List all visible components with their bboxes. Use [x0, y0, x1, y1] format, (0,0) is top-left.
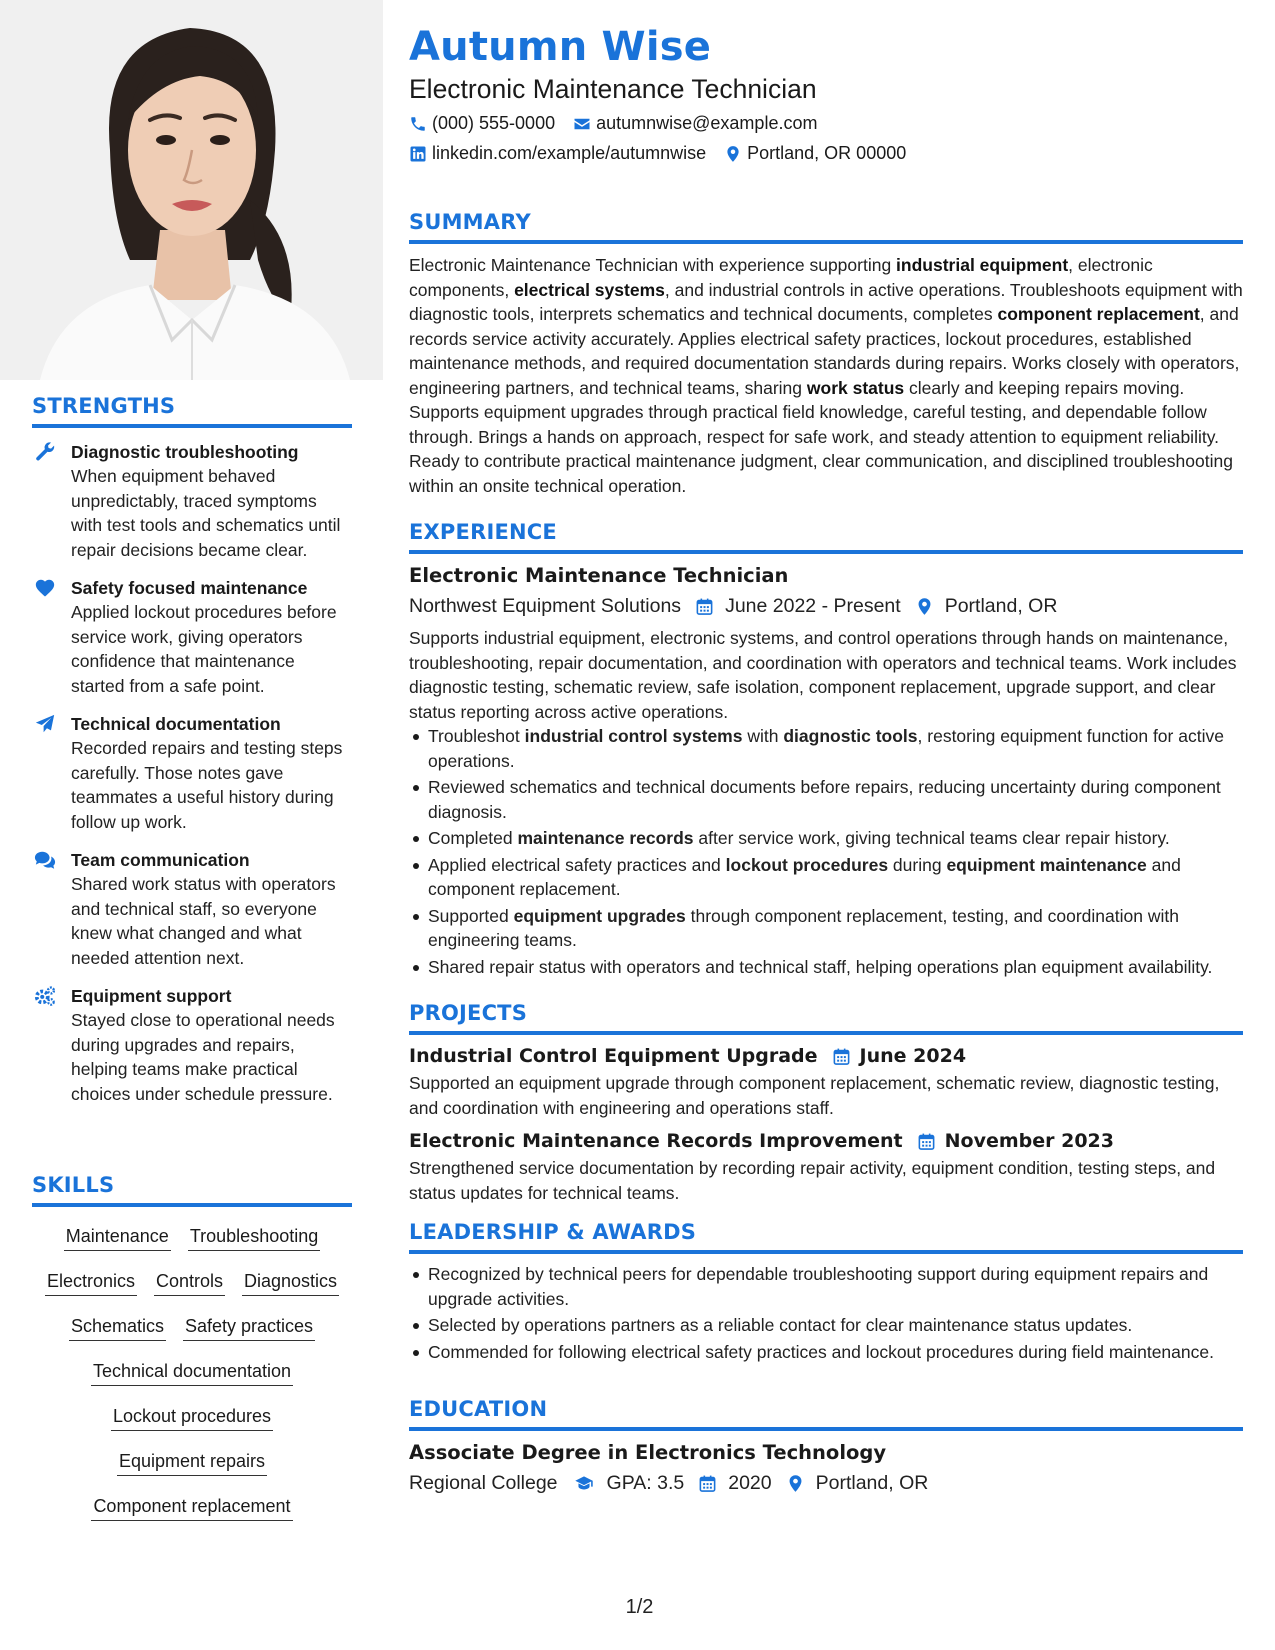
leadership-heading: LEADERSHIP & AWARDS — [409, 1220, 697, 1244]
bullet-run-text: , restoring equipment function for active operations. — [428, 726, 1224, 771]
strength-desc: Recorded repairs and testing steps carefully. Those notes gave teammates a useful history during follow up work. — [71, 738, 343, 832]
strength-desc: Stayed close to operational needs during upgrades and repairs, helping teams make practical choices under schedule pressure. — [71, 1010, 335, 1104]
bullet-run-bold: lockout procedures — [725, 854, 889, 875]
experience-heading: EXPERIENCE — [409, 520, 557, 544]
bullet-run-bold: industrial control systems — [524, 726, 743, 746]
skills-list — [32, 1219, 352, 1534]
experience-bullet — [409, 955, 1243, 980]
education-location-text: Portland, OR — [815, 1472, 929, 1494]
summary-run-text: , electronic components, — [409, 255, 1153, 300]
skill-tag: Controls — [154, 1270, 225, 1296]
strength-item — [32, 576, 352, 698]
bullet-run-text: after service work, giving technical teams clear repair history. — [693, 828, 1170, 848]
experience-bullet — [409, 904, 1243, 953]
section-divider — [409, 1031, 1243, 1035]
leadership-item: Selected by operations partners as a reliable contact for clear maintenance status updates. — [409, 1313, 1243, 1338]
experience-bullet — [409, 853, 1243, 902]
education-heading: EDUCATION — [409, 1397, 548, 1421]
portrait-image — [0, 0, 383, 380]
skill-tag: Equipment repairs — [117, 1450, 267, 1476]
strength-desc: Applied lockout procedures before service work, giving operators confidence that maintenance started from a safe point. — [71, 602, 337, 696]
section-divider — [409, 550, 1243, 554]
bullet-run-text: Completed — [428, 828, 518, 848]
project-header — [409, 1130, 1243, 1152]
bullet-run-bold: equipment maintenance — [946, 854, 1147, 875]
location-text: Portland, OR 00000 — [747, 143, 907, 163]
summary-run-bold: industrial equipment — [896, 255, 1069, 275]
project-name: Industrial Control Equipment Upgrade — [409, 1045, 818, 1067]
bullet-run-bold: maintenance records — [517, 828, 694, 848]
summary-heading: SUMMARY — [409, 210, 531, 234]
contact-linkedin[interactable] — [409, 143, 706, 164]
skills-row — [32, 1354, 352, 1399]
page-number — [0, 1596, 1275, 1619]
calendar-icon — [832, 1047, 851, 1066]
candidate-title: Electronic Maintenance Technician — [409, 74, 817, 104]
summary-run-bold: work status — [806, 377, 905, 398]
project-header — [409, 1045, 1243, 1067]
section-divider — [409, 1427, 1243, 1431]
strength-item — [32, 984, 352, 1106]
bullet-run-text: Reviewed schematics and technical documents before repairs, reducing uncertainty during component diagnosis. — [428, 777, 1221, 822]
bullet-run-text: with — [742, 726, 784, 746]
summary-text — [409, 253, 1243, 498]
phone-text: (000) 555-0000 — [432, 113, 556, 133]
education-location — [786, 1472, 929, 1495]
strength-title: Equipment support — [71, 986, 232, 1006]
summary-run-bold: electrical systems — [514, 279, 665, 300]
summary-run-text: Electronic Maintenance Technician with experience supporting — [409, 255, 897, 275]
bullet-run-bold: diagnostic tools — [783, 726, 918, 746]
summary-run-bold: component replacement — [997, 304, 1200, 324]
dates-text: June 2022 - Present — [725, 595, 901, 617]
skill-tag: Maintenance — [64, 1225, 171, 1251]
experience-bullet — [409, 826, 1243, 851]
skill-tag: Component replacement — [91, 1495, 292, 1521]
bullet-run-text: Supported — [428, 905, 514, 926]
contact-phone — [409, 113, 555, 134]
strength-item — [32, 848, 352, 970]
map-pin-icon — [915, 597, 934, 616]
experience-section — [409, 520, 1243, 981]
leadership-item: Commended for following electrical safety practices and lockout procedures during field maintenance. — [409, 1340, 1243, 1365]
skill-tag: Safety practices — [183, 1315, 315, 1341]
map-pin-icon — [786, 1474, 805, 1493]
section-divider — [409, 1250, 1243, 1254]
skills-row — [32, 1399, 352, 1444]
strength-desc: When equipment behaved unpredictably, traced symptoms with test tools and schematics until repair decisions became clear. — [71, 466, 341, 560]
job-description: Supports industrial equipment, electronic systems, and control operations through hands on maintenance, troubleshooting, repair documentation, and coordination with operators and technical teams. Work includes diagnostic testing, schematic review, safe isolation, component replacement, upgrade support, and clear status reporting across active operations. — [409, 628, 1237, 722]
skills-row — [32, 1309, 352, 1354]
phone-icon — [409, 115, 427, 133]
bullet-run-text: during — [888, 854, 947, 875]
graduation-cap-icon — [572, 1474, 596, 1493]
skill-tag: Electronics — [45, 1270, 137, 1296]
strength-title: Technical documentation — [71, 714, 281, 734]
skill-tag: Schematics — [69, 1315, 166, 1341]
strength-title: Diagnostic troubleshooting — [71, 442, 299, 462]
skill-tag: Diagnostics — [242, 1270, 339, 1296]
bullet-run-text: Shared repair status with operators and technical staff, helping operations plan equipment availability. — [428, 956, 1213, 977]
section-divider — [409, 240, 1243, 244]
experience-bullet — [409, 724, 1243, 773]
strengths-heading: STRENGTHS — [32, 394, 176, 418]
summary-section — [409, 210, 1243, 498]
section-divider — [32, 1203, 352, 1207]
contact-email[interactable] — [573, 113, 817, 134]
job-location — [915, 595, 1058, 618]
skill-tag: Technical documentation — [91, 1360, 293, 1386]
skill-tag: Lockout procedures — [111, 1405, 273, 1431]
page-number-text: 1/2 — [625, 1596, 654, 1618]
job-dates — [695, 595, 901, 618]
strengths-section — [32, 394, 352, 1106]
strength-desc: Shared work status with operators and technical staff, so everyone knew what changed and what needed attention next. — [71, 874, 336, 968]
gpa-text: GPA: 3.5 — [606, 1472, 685, 1494]
envelope-icon — [573, 115, 591, 133]
skills-heading: SKILLS — [32, 1173, 115, 1197]
gears-icon — [34, 985, 56, 1007]
calendar-icon — [917, 1132, 936, 1151]
profile-photo — [0, 0, 383, 380]
paper-plane-icon — [34, 713, 56, 735]
leadership-section — [409, 1220, 1243, 1366]
project-date-text: November 2023 — [944, 1130, 1115, 1152]
section-divider — [32, 424, 352, 428]
summary-run-text: , and records service activity accurately. Applies electrical safety practices, lockout procedures, established maintenance methods, and required documentation standards during repairs. Works closely with operators, engineering partners, and technical teams, sharing — [409, 304, 1240, 398]
summary-run-text: , and industrial controls in active operations. Troubleshoots equipment with diagnostic tools, interprets schematics and technical documents, completes — [409, 279, 1243, 324]
project-item — [409, 1130, 1243, 1205]
project-date — [917, 1130, 1114, 1152]
leadership-list — [409, 1262, 1243, 1364]
calendar-icon — [695, 597, 714, 616]
bullet-run-text: Troubleshot — [428, 726, 525, 746]
bullet-run-text: through component replacement, testing, and coordination with engineering teams. — [428, 905, 1179, 950]
comments-icon — [34, 849, 56, 871]
strength-title: Safety focused maintenance — [71, 578, 308, 598]
company-name: Northwest Equipment Solutions — [409, 595, 682, 617]
email-text: autumnwise@example.com — [596, 113, 818, 133]
calendar-icon — [698, 1474, 717, 1493]
education-meta — [409, 1472, 1243, 1495]
summary-run-text: clearly and keeping repairs moving. Supports equipment upgrades through practical field knowledge, careful testing, and dependable follow through. Brings a hands on approach, respect for safe work, and steady attention to equipment reliability. Ready to contribute practical maintenance judgment, clear communication, and disciplined troubleshooting within an onsite technical operation. — [409, 377, 1233, 496]
projects-section — [409, 1001, 1243, 1205]
skills-row — [32, 1489, 352, 1534]
wrench-icon — [34, 441, 56, 463]
left-column — [0, 0, 383, 1650]
strength-item — [32, 440, 352, 562]
project-date — [832, 1045, 967, 1067]
bullet-run-text: Applied electrical safety practices and — [428, 854, 726, 875]
skills-row — [32, 1219, 352, 1264]
heart-icon — [34, 577, 56, 599]
strength-title: Team communication — [71, 850, 250, 870]
project-desc: Supported an equipment upgrade through component replacement, schematic review, diagnostic testing, and coordination with engineering and operations staff. — [409, 1073, 1220, 1118]
contact-location — [724, 143, 906, 164]
bullet-run-bold: equipment upgrades — [513, 905, 686, 926]
gpa — [572, 1472, 685, 1495]
skill-tag: Troubleshooting — [188, 1225, 320, 1251]
experience-bullets — [409, 724, 1243, 979]
job-title: Electronic Maintenance Technician — [409, 564, 789, 587]
school-name: Regional College — [409, 1472, 558, 1494]
degree-title: Associate Degree in Electronics Technology — [409, 1441, 887, 1464]
project-name: Electronic Maintenance Records Improvement — [409, 1130, 903, 1152]
linkedin-icon — [409, 145, 427, 163]
skills-section — [32, 1173, 352, 1534]
skills-row — [32, 1444, 352, 1489]
projects-heading: PROJECTS — [409, 1001, 528, 1025]
linkedin-text: linkedin.com/example/autumnwise — [432, 143, 707, 163]
contact-row — [409, 143, 924, 164]
leadership-item: Recognized by technical peers for dependable troubleshooting support during equipment repairs and upgrade activities. — [409, 1262, 1243, 1311]
contact-row — [409, 113, 835, 134]
project-desc: Strengthened service documentation by recording repair activity, equipment condition, testing steps, and status updates for technical teams. — [409, 1158, 1216, 1203]
project-date-text: June 2024 — [859, 1045, 967, 1067]
year-text: 2020 — [728, 1472, 772, 1494]
job-location-text: Portland, OR — [944, 595, 1058, 617]
experience-bullet — [409, 775, 1243, 824]
graduation-year — [698, 1472, 771, 1495]
candidate-name: Autumn Wise — [409, 24, 712, 70]
education-section — [409, 1397, 1243, 1495]
bullet-run-text: and component replacement. — [428, 854, 1181, 899]
job-meta — [409, 595, 1243, 618]
strength-item — [32, 712, 352, 834]
skills-row — [32, 1264, 352, 1309]
map-pin-icon — [724, 145, 742, 163]
project-item — [409, 1045, 1243, 1120]
